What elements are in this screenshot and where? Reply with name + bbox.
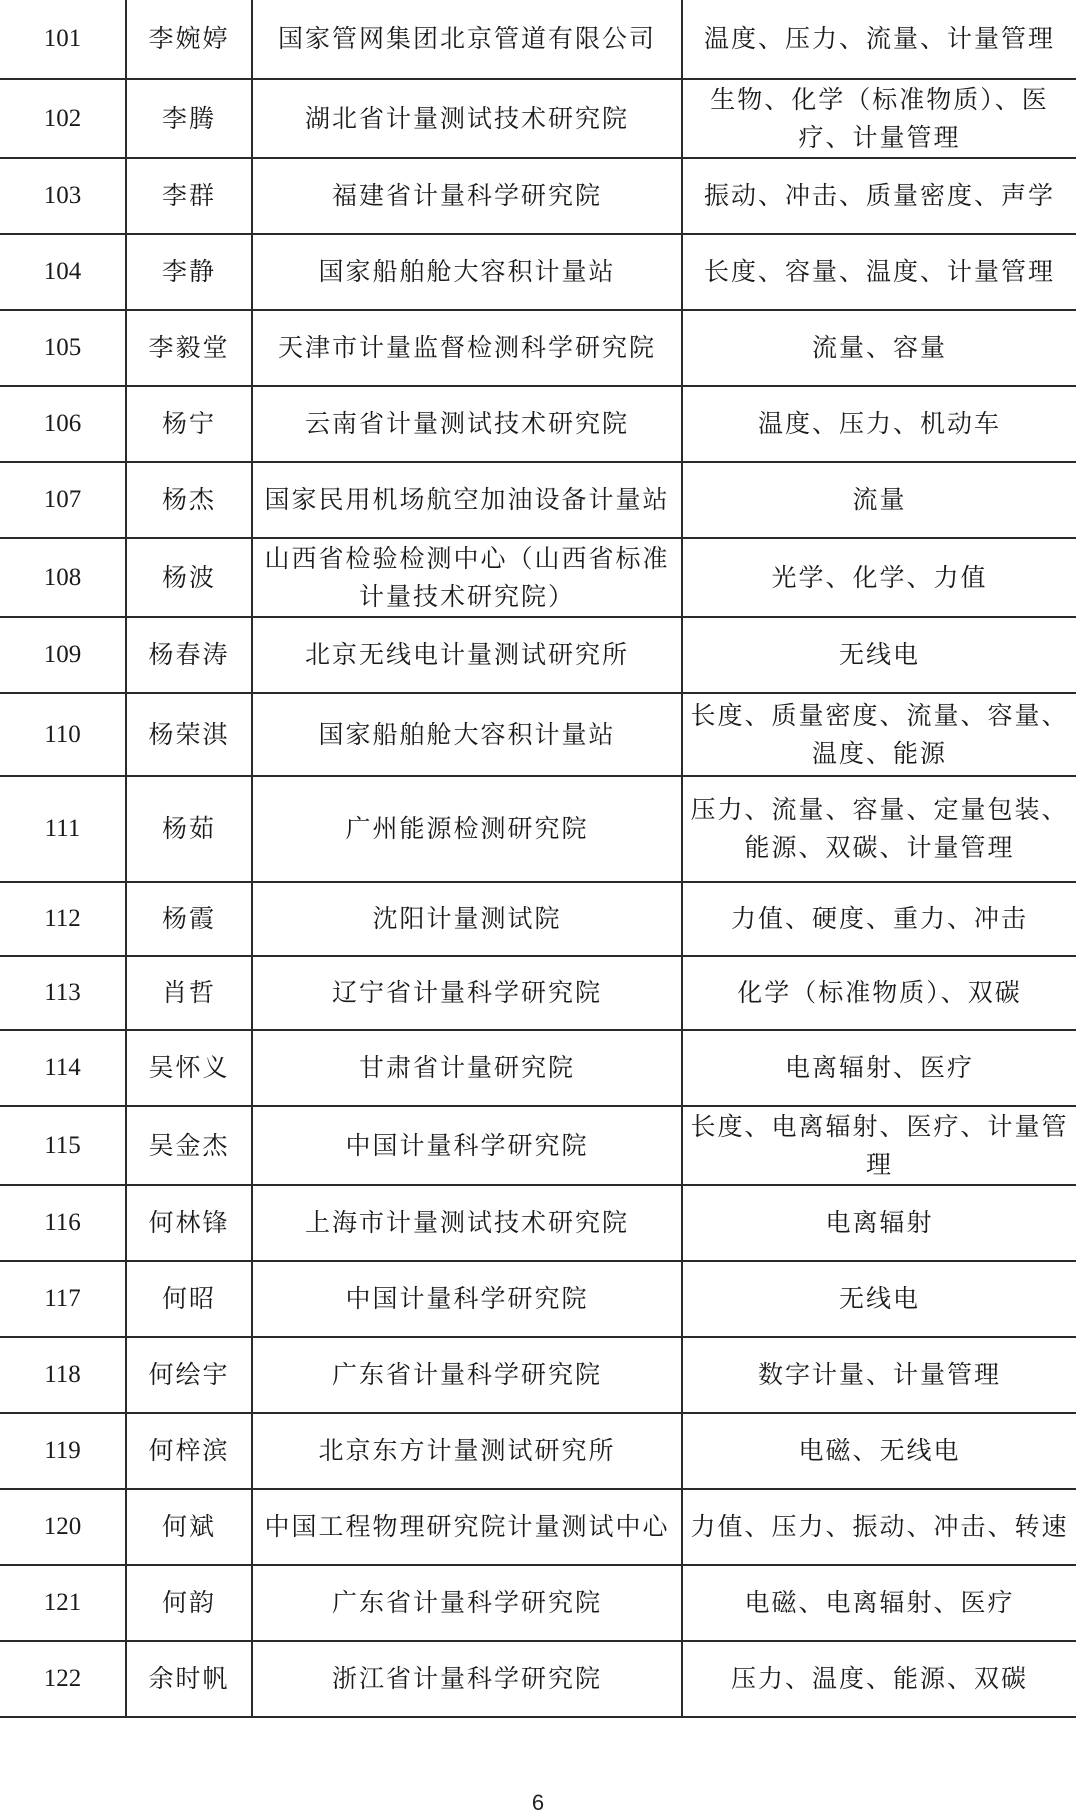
name-cell: 余时帆 bbox=[126, 1641, 252, 1717]
table-row bbox=[0, 79, 1076, 158]
table-row bbox=[0, 1185, 1076, 1261]
name-cell: 杨茹 bbox=[126, 776, 252, 882]
table-row bbox=[0, 158, 1076, 234]
specialty-fields-cell: 生物、化学（标准物质）、医疗、计量管理 bbox=[682, 79, 1076, 158]
specialty-fields-cell: 电离辐射 bbox=[682, 1185, 1076, 1261]
row-number-cell: 111 bbox=[0, 776, 126, 882]
specialty-fields-cell: 化学（标准物质）、双碳 bbox=[682, 956, 1076, 1030]
organization-cell: 国家民用机场航空加油设备计量站 bbox=[252, 462, 682, 538]
organization-cell: 国家船舶舱大容积计量站 bbox=[252, 234, 682, 310]
name-cell: 何梓滨 bbox=[126, 1413, 252, 1489]
organization-cell: 福建省计量科学研究院 bbox=[252, 158, 682, 234]
row-number-cell: 114 bbox=[0, 1030, 126, 1106]
name-cell: 李毅堂 bbox=[126, 310, 252, 386]
specialty-fields-cell: 压力、温度、能源、双碳 bbox=[682, 1641, 1076, 1717]
name-cell: 李静 bbox=[126, 234, 252, 310]
row-number-cell: 121 bbox=[0, 1565, 126, 1641]
name-cell: 李群 bbox=[126, 158, 252, 234]
specialty-fields-cell: 光学、化学、力值 bbox=[682, 538, 1076, 617]
organization-cell: 中国工程物理研究院计量测试中心 bbox=[252, 1489, 682, 1565]
name-cell: 吴金杰 bbox=[126, 1106, 252, 1185]
organization-cell: 山西省检验检测中心（山西省标准计量技术研究院） bbox=[252, 538, 682, 617]
table-row bbox=[0, 234, 1076, 310]
organization-cell: 广东省计量科学研究院 bbox=[252, 1337, 682, 1413]
specialty-fields-cell: 温度、压力、机动车 bbox=[682, 386, 1076, 462]
specialty-fields-cell: 压力、流量、容量、定量包装、能源、双碳、计量管理 bbox=[682, 776, 1076, 882]
organization-cell: 上海市计量测试技术研究院 bbox=[252, 1185, 682, 1261]
specialty-fields-cell: 电离辐射、医疗 bbox=[682, 1030, 1076, 1106]
name-cell: 杨春涛 bbox=[126, 617, 252, 693]
row-number-cell: 118 bbox=[0, 1337, 126, 1413]
organization-cell: 广东省计量科学研究院 bbox=[252, 1565, 682, 1641]
row-number-cell: 116 bbox=[0, 1185, 126, 1261]
name-cell: 吴怀义 bbox=[126, 1030, 252, 1106]
specialty-fields-cell: 温度、压力、流量、计量管理 bbox=[682, 0, 1076, 79]
organization-cell: 天津市计量监督检测科学研究院 bbox=[252, 310, 682, 386]
organization-cell: 国家管网集团北京管道有限公司 bbox=[252, 0, 682, 79]
row-number-cell: 119 bbox=[0, 1413, 126, 1489]
row-number-cell: 105 bbox=[0, 310, 126, 386]
table-row bbox=[0, 1565, 1076, 1641]
name-cell: 杨荣淇 bbox=[126, 693, 252, 776]
table-row bbox=[0, 1489, 1076, 1565]
name-cell: 杨霞 bbox=[126, 882, 252, 956]
page-number: 6 bbox=[531, 1790, 545, 1815]
table-row bbox=[0, 1641, 1076, 1717]
specialty-fields-cell: 力值、硬度、重力、冲击 bbox=[682, 882, 1076, 956]
organization-cell: 中国计量科学研究院 bbox=[252, 1261, 682, 1337]
specialty-fields-cell: 振动、冲击、质量密度、声学 bbox=[682, 158, 1076, 234]
organization-cell: 北京无线电计量测试研究所 bbox=[252, 617, 682, 693]
table-row bbox=[0, 776, 1076, 882]
name-cell: 何绘宇 bbox=[126, 1337, 252, 1413]
row-number-cell: 120 bbox=[0, 1489, 126, 1565]
specialty-fields-cell: 数字计量、计量管理 bbox=[682, 1337, 1076, 1413]
table-row bbox=[0, 1337, 1076, 1413]
row-number-cell: 104 bbox=[0, 234, 126, 310]
name-cell: 李婉婷 bbox=[126, 0, 252, 79]
table-row bbox=[0, 1413, 1076, 1489]
row-number-cell: 108 bbox=[0, 538, 126, 617]
organization-cell: 国家船舶舱大容积计量站 bbox=[252, 693, 682, 776]
table-row bbox=[0, 882, 1076, 956]
name-cell: 杨杰 bbox=[126, 462, 252, 538]
organization-cell: 沈阳计量测试院 bbox=[252, 882, 682, 956]
name-cell: 何斌 bbox=[126, 1489, 252, 1565]
row-number-cell: 101 bbox=[0, 0, 126, 79]
table-row bbox=[0, 617, 1076, 693]
specialty-fields-cell: 长度、容量、温度、计量管理 bbox=[682, 234, 1076, 310]
table-row bbox=[0, 310, 1076, 386]
organization-cell: 甘肃省计量研究院 bbox=[252, 1030, 682, 1106]
table-row bbox=[0, 386, 1076, 462]
name-cell: 肖哲 bbox=[126, 956, 252, 1030]
specialty-fields-cell: 力值、压力、振动、冲击、转速 bbox=[682, 1489, 1076, 1565]
row-number-cell: 112 bbox=[0, 882, 126, 956]
table-row bbox=[0, 693, 1076, 776]
row-number-cell: 122 bbox=[0, 1641, 126, 1717]
row-number-cell: 102 bbox=[0, 79, 126, 158]
organization-cell: 云南省计量测试技术研究院 bbox=[252, 386, 682, 462]
specialty-fields-cell: 流量 bbox=[682, 462, 1076, 538]
specialty-fields-cell: 无线电 bbox=[682, 1261, 1076, 1337]
organization-cell: 北京东方计量测试研究所 bbox=[252, 1413, 682, 1489]
row-number-cell: 103 bbox=[0, 158, 126, 234]
specialty-fields-cell: 长度、质量密度、流量、容量、温度、能源 bbox=[682, 693, 1076, 776]
table-row bbox=[0, 1106, 1076, 1185]
organization-cell: 湖北省计量测试技术研究院 bbox=[252, 79, 682, 158]
name-cell: 何林锋 bbox=[126, 1185, 252, 1261]
table-row bbox=[0, 1261, 1076, 1337]
specialty-fields-cell: 长度、电离辐射、医疗、计量管理 bbox=[682, 1106, 1076, 1185]
organization-cell: 浙江省计量科学研究院 bbox=[252, 1641, 682, 1717]
table-row bbox=[0, 0, 1076, 79]
row-number-cell: 106 bbox=[0, 386, 126, 462]
row-number-cell: 115 bbox=[0, 1106, 126, 1185]
specialty-fields-cell: 无线电 bbox=[682, 617, 1076, 693]
specialty-fields-cell: 电磁、电离辐射、医疗 bbox=[682, 1565, 1076, 1641]
row-number-cell: 113 bbox=[0, 956, 126, 1030]
organization-cell: 广州能源检测研究院 bbox=[252, 776, 682, 882]
table-row bbox=[0, 538, 1076, 617]
row-number-cell: 110 bbox=[0, 693, 126, 776]
organization-cell: 辽宁省计量科学研究院 bbox=[252, 956, 682, 1030]
name-cell: 何昭 bbox=[126, 1261, 252, 1337]
table-row bbox=[0, 462, 1076, 538]
row-number-cell: 107 bbox=[0, 462, 126, 538]
row-number-cell: 117 bbox=[0, 1261, 126, 1337]
name-cell: 杨波 bbox=[126, 538, 252, 617]
name-cell: 李腾 bbox=[126, 79, 252, 158]
table-row bbox=[0, 1030, 1076, 1106]
specialty-fields-cell: 流量、容量 bbox=[682, 310, 1076, 386]
specialty-fields-cell: 电磁、无线电 bbox=[682, 1413, 1076, 1489]
organization-cell: 中国计量科学研究院 bbox=[252, 1106, 682, 1185]
name-cell: 杨宁 bbox=[126, 386, 252, 462]
row-number-cell: 109 bbox=[0, 617, 126, 693]
table-row bbox=[0, 956, 1076, 1030]
name-cell: 何韵 bbox=[126, 1565, 252, 1641]
